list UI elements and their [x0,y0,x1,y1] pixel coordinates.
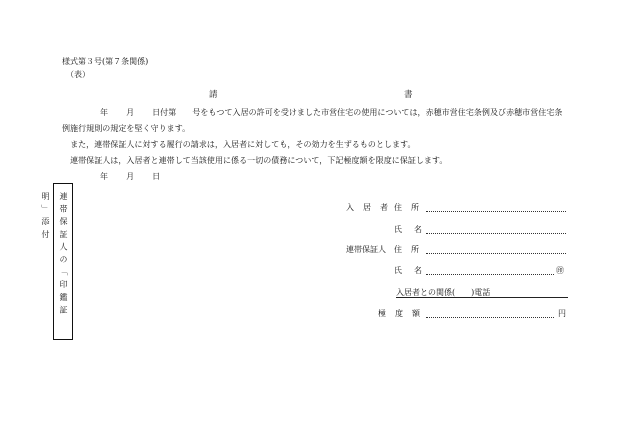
guarantor-name-label: 氏名 [394,266,434,275]
line1-rest: 号をもつて入居の許可を受けました市営住宅の使用については，赤穂市営住宅条例及び赤穂市営住宅条 [192,108,563,117]
line1-month: 月 [126,108,135,117]
body-line-1 [100,108,562,118]
side-label: （表） [66,70,90,79]
signing-date [100,172,160,182]
body-line-2: 例施行規則の規定を堅く守ります。 [62,124,191,133]
guarantor-address-label: 住所 [394,245,428,254]
tenant-label: 入居者 [346,203,397,212]
guarantor-label: 連帯保証人 [346,245,386,254]
tenant-name-label: 氏名 [394,225,434,234]
yen-unit: 円 [558,309,566,318]
form-number: 様式第３号(第７条関係) [62,57,149,66]
line1-day: 日付第 [152,108,177,117]
relation-phone-field[interactable] [396,297,568,298]
document-title [0,88,630,100]
title-char-2: 書 [404,90,413,100]
tenant-name-field[interactable] [426,233,566,234]
date-day: 日 [152,172,161,181]
tenant-address-label: 住所 [394,203,428,212]
seal-certificate-box [41,183,73,340]
seal-certificate-text: 連帯保証人の「印鑑証明」添付 [41,192,68,318]
date-year: 年 [100,172,109,181]
tenant-address-field[interactable] [426,211,566,212]
guarantor-name-field[interactable] [426,274,554,275]
body-line-3: また，連帯保証人に対する履行の請求は，入居者に対しても，その効力を生ずるものとします。 [70,140,416,149]
guarantor-address-field[interactable] [426,253,566,254]
title-char-1: 請 [209,90,218,100]
body-line-4: 連帯保証人は，入居者と連帯して当該使用に係る一切の債務について，下記極度額を限度に保証します。 [70,156,448,165]
limit-amount-field[interactable] [426,317,554,318]
limit-amount-label: 極度額 [378,309,429,318]
seal-mark: ㊞ [556,266,564,275]
date-month: 月 [126,172,135,181]
relation-phone-label: 入居者との関係( )電話 [396,288,491,297]
line1-year: 年 [100,108,109,117]
